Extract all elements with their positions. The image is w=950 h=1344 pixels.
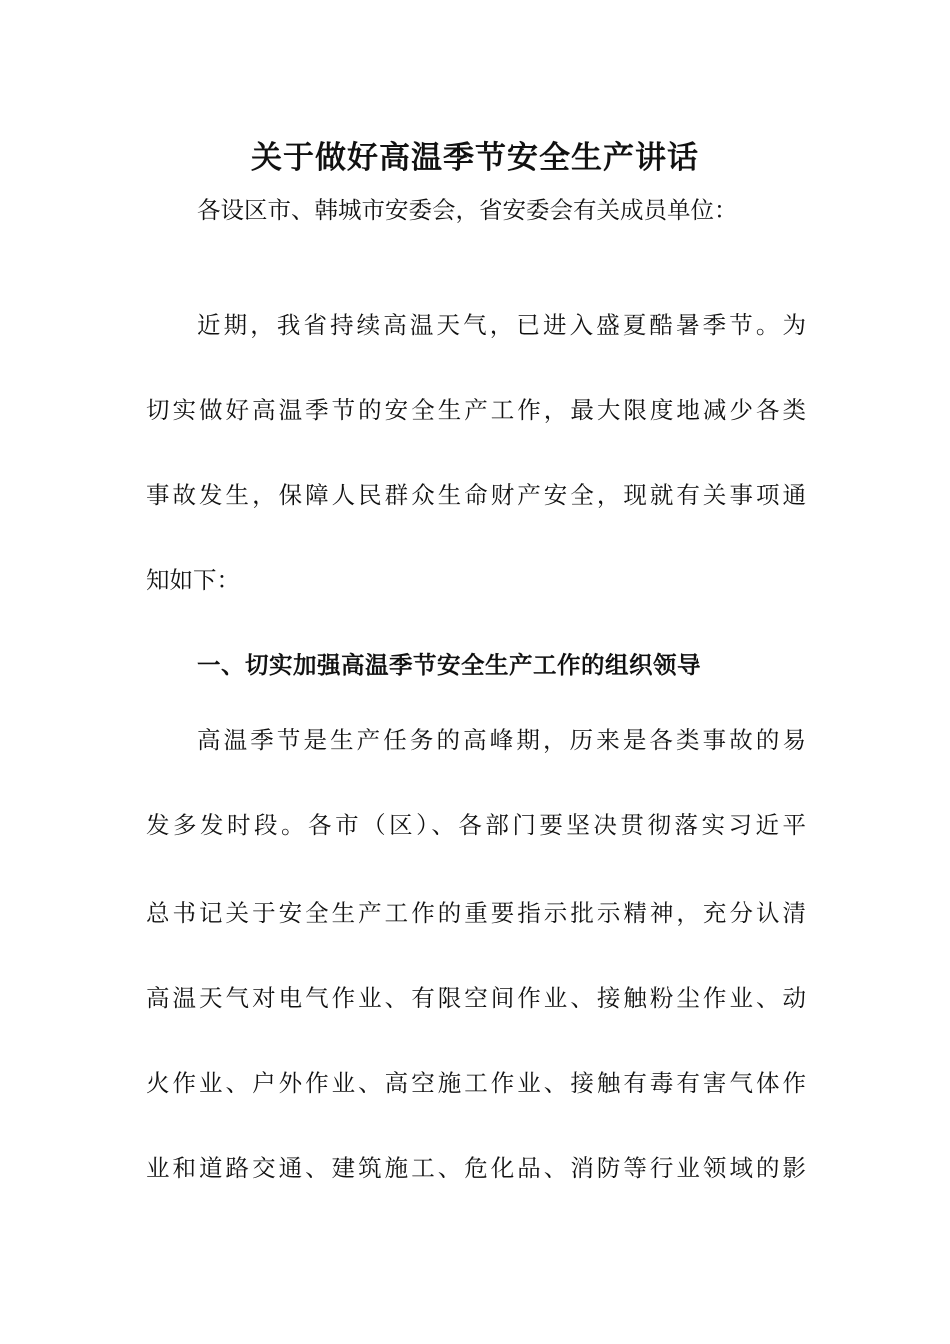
section-1-heading: 一、切实加强高温季节安全生产工作的组织领导	[197, 651, 701, 679]
paragraph-2-line-1: 高温季节是生产任务的高峰期，历来是各类事故的易	[197, 726, 806, 754]
paragraph-2-line-6: 业和道路交通、建筑施工、危化品、消防等行业领域的影	[146, 1154, 806, 1182]
paragraph-2-line-5: 火作业、户外作业、高空施工作业、接触有毒有害气体作	[146, 1069, 806, 1097]
paragraph-2-line-4: 高温天气对电气作业、有限空间作业、接触粉尘作业、动	[146, 984, 806, 1012]
paragraph-2-line-3: 总书记关于安全生产工作的重要指示批示精神，充分认清	[146, 899, 806, 927]
document-title: 关于做好高温季节安全生产讲话	[251, 140, 699, 176]
paragraph-1-line-4: 知如下：	[146, 566, 240, 594]
paragraph-1-line-3: 事故发生，保障人民群众生命财产安全，现就有关事项通	[146, 481, 806, 509]
paragraph-1-line-1: 近期，我省持续高温天气，已进入盛夏酷暑季节。为	[197, 311, 806, 339]
salutation: 各设区市、韩城市安委会，省安委会有关成员单位：	[197, 196, 738, 224]
paragraph-1-line-2: 切实做好高温季节的安全生产工作，最大限度地减少各类	[146, 396, 806, 424]
paragraph-2-line-2: 发多发时段。各市（区）、各部门要坚决贯彻落实习近平	[146, 811, 806, 839]
